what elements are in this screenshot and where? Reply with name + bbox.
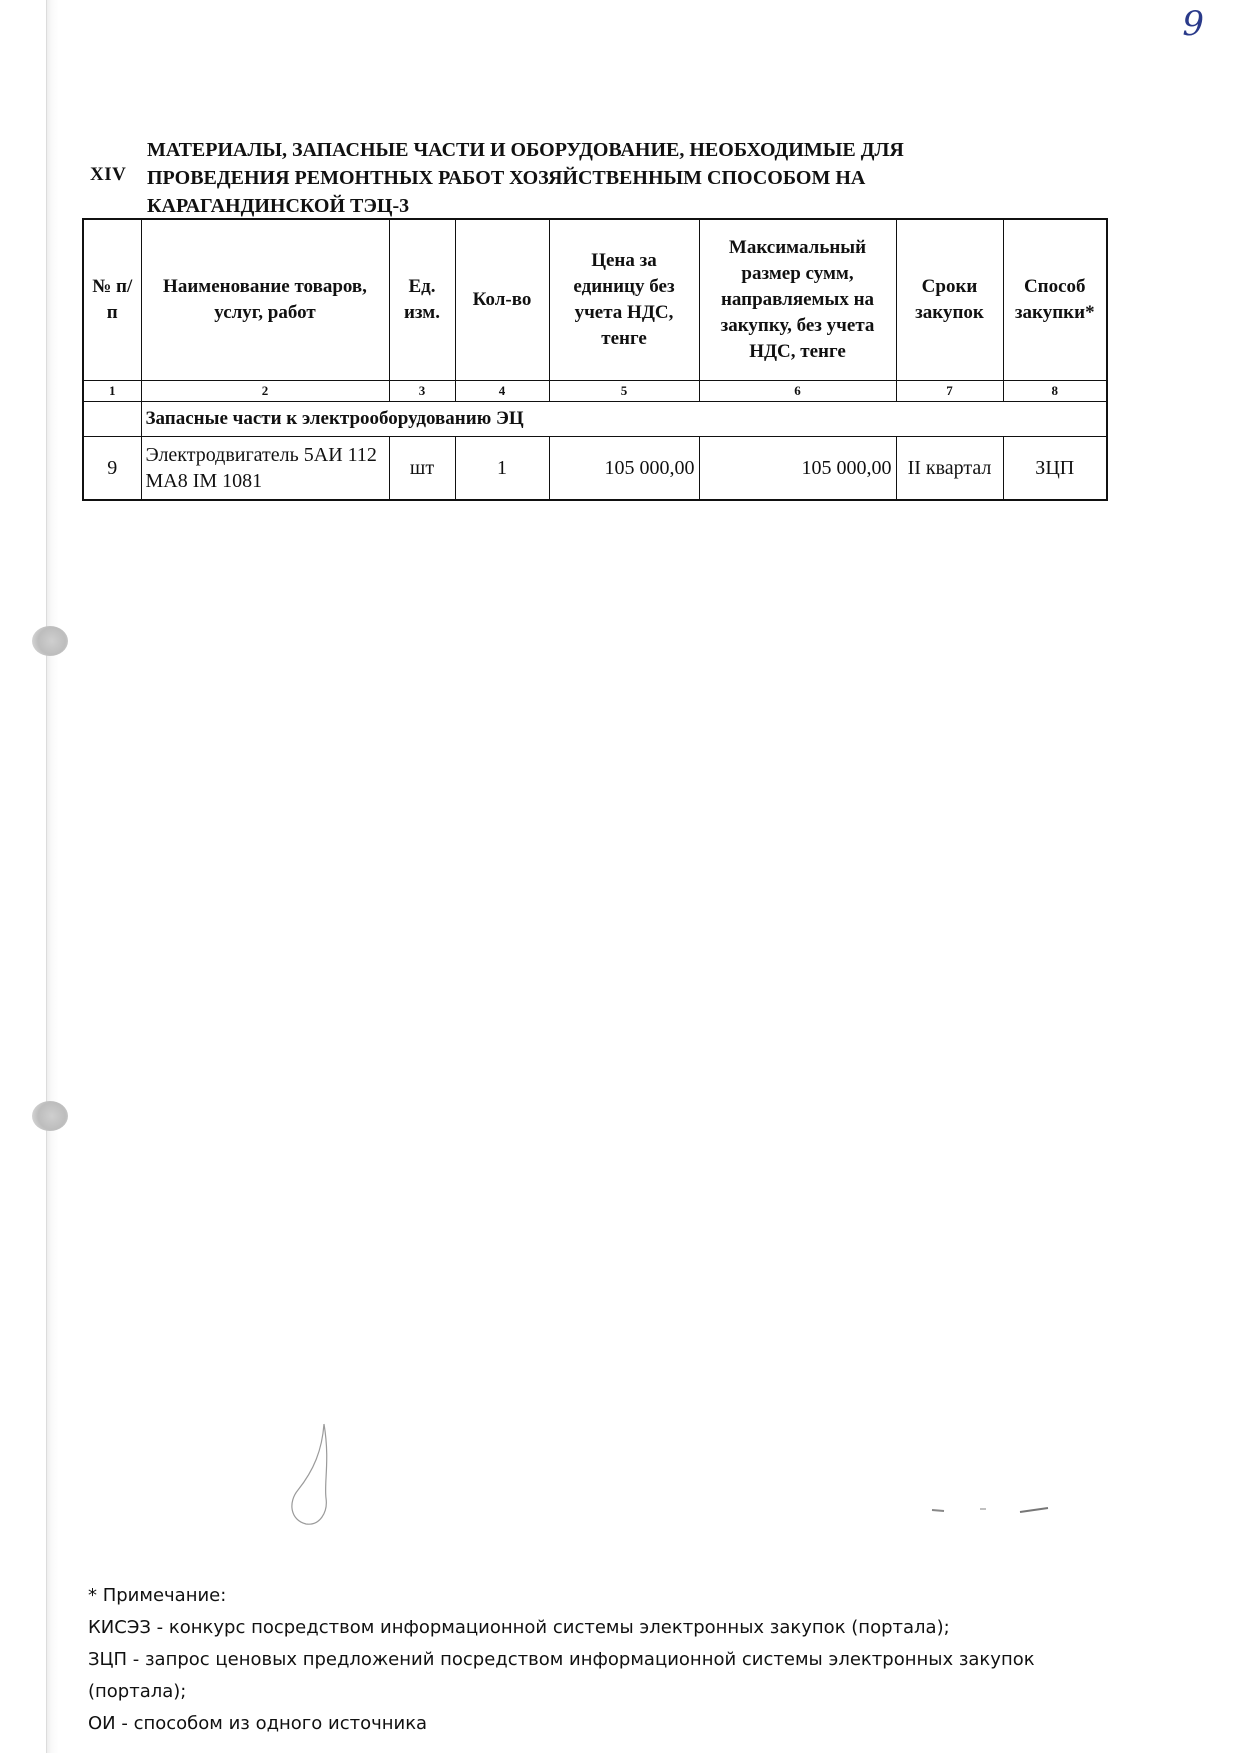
- section-title-line: КАРАГАНДИНСКОЙ ТЭЦ-3: [147, 195, 410, 217]
- cell-max-sum: 105 000,00: [699, 437, 896, 501]
- punch-hole: [32, 1101, 68, 1131]
- handwritten-page-number: 9: [1182, 4, 1204, 44]
- scan-page-edge: [46, 0, 59, 1753]
- table-row: [83, 437, 1107, 501]
- section-title-line: ПРОВЕДЕНИЯ РЕМОНТНЫХ РАБОТ ХОЗЯЙСТВЕННЫМ СПОСОБОМ НА: [147, 167, 866, 189]
- cell-unit: шт: [389, 437, 455, 501]
- column-number: 3: [389, 381, 455, 402]
- cell-name: Электродвигатель 5АИ 112 МА8 IM 1081: [141, 437, 389, 501]
- table-header-row: [83, 219, 1107, 381]
- footnote-line: КИСЭЗ - конкурс посредством информационной системы электронных закупок (портала);: [88, 1617, 950, 1638]
- cell-qty: 1: [455, 437, 549, 501]
- cell-price: 105 000,00: [549, 437, 699, 501]
- column-number: 5: [549, 381, 699, 402]
- footnote-line: ОИ - способом из одного источника: [88, 1713, 428, 1734]
- punch-hole: [32, 626, 68, 656]
- group-title: Запасные части к электрооборудованию ЭЦ: [141, 402, 1107, 437]
- section-title: [147, 136, 1027, 220]
- header-unit: Ед. изм.: [389, 219, 455, 381]
- section-number: XIV: [90, 164, 127, 185]
- footnote-line: (портала);: [88, 1681, 187, 1702]
- column-number: 8: [1003, 381, 1107, 402]
- pen-stroke-mark: [284, 1420, 354, 1530]
- column-number: 1: [83, 381, 141, 402]
- header-max-sum: Максимальный размер сумм, направляемых на закупку, без учета НДС, тенге: [699, 219, 896, 381]
- cell-method: ЗЦП: [1003, 437, 1107, 501]
- column-number-row: [83, 381, 1107, 402]
- column-number: 2: [141, 381, 389, 402]
- procurement-table: [82, 218, 1108, 501]
- header-num: № п/п: [83, 219, 141, 381]
- header-price: Цена за единицу без учета НДС, тенге: [549, 219, 699, 381]
- column-number: 4: [455, 381, 549, 402]
- column-number: 6: [699, 381, 896, 402]
- group-row: [83, 402, 1107, 437]
- section-title-line: МАТЕРИАЛЫ, ЗАПАСНЫЕ ЧАСТИ И ОБОРУДОВАНИЕ, НЕОБХОДИМЫЕ ДЛЯ: [147, 139, 904, 161]
- scan-specks: [930, 1500, 1060, 1520]
- footnote: [88, 1580, 1088, 1740]
- header-name: Наименование товаров, услуг, работ: [141, 219, 389, 381]
- header-period: Сроки закупок: [896, 219, 1003, 381]
- group-spacer-cell: [83, 402, 141, 437]
- cell-period: II квартал: [896, 437, 1003, 501]
- header-qty: Кол-во: [455, 219, 549, 381]
- column-number: 7: [896, 381, 1003, 402]
- footnote-line: ЗЦП - запрос ценовых предложений посредством информационной системы электронных закупок: [88, 1649, 1035, 1670]
- cell-num: 9: [83, 437, 141, 501]
- header-method: Способ закупки*: [1003, 219, 1107, 381]
- footnote-title: * Примечание:: [88, 1585, 227, 1606]
